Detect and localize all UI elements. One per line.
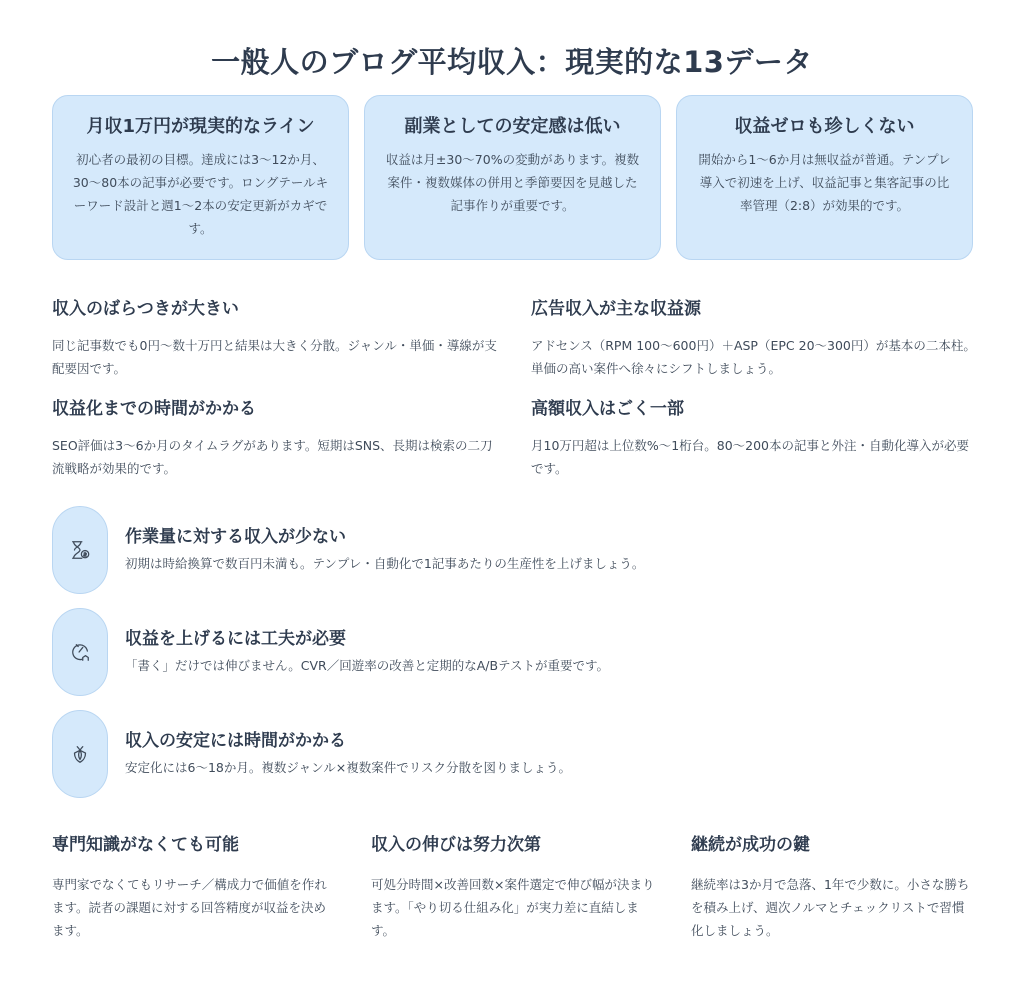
row-heading: 収益を上げるには工夫が必要 [125,629,346,649]
column-heading: 継続が成功の鍵 [691,835,810,855]
card-heading: 月収1万円が現実的なライン [86,116,315,137]
section-time-to-monetize [52,394,497,480]
card-body: 収益は月±30〜70%の変動があります。複数案件・複数媒体の併用と季節要因を見越した記事作りが重要です。 [385,152,640,213]
row-heading: 収入の安定には時間がかかる [125,731,346,751]
card-body: 開始から1〜6か月は無収益が普通。テンプレ導入で初速を上げ、収益記事と集客記事の比率管理（2:8）が効果的です。 [698,152,951,213]
row-icon-bubble [52,710,108,798]
card-heading: 収益ゼロも珍しくない [734,116,915,137]
section-body: 同じ記事数でも0円〜数十万円と結果は大きく分散。ジャンル・単価・導線が支配要因です。 [52,338,497,376]
row-icon-bubble [52,608,108,696]
section-income-variance [52,294,497,380]
section-heading: 収益化までの時間がかかる [52,399,256,419]
gauge-growth-icon [69,641,91,663]
section-heading: 広告収入が主な収益源 [531,299,701,319]
page-title: 一般人のブログ平均収入：現実的な13データ [211,45,813,79]
section-body: SEO評価は3〜6か月のタイムラグがあります。短期はSNS、長期は検索の二刀流戦略が効果的です。 [52,438,493,476]
hourglass-coin-icon [69,539,91,561]
card-side-job-stability [364,95,661,260]
card-monthly-10k [52,95,349,260]
column-body: 専門家でなくてもリサーチ／構成力で価値を作れます。読者の課題に対する回答精度が収益を決めます。 [52,877,327,938]
card-body: 初心者の最初の目標。達成には3〜12か月、30〜80本の記事が必要です。ロングテールキーワード設計と週1〜2本の安定更新がカギです。 [72,152,329,236]
row-low-hourly-income [52,506,952,594]
card-heading: 副業としての安定感は低い [404,116,621,137]
section-body: 月10万円超は上位数%〜1桁台。80〜200本の記事と外注・自動化導入が必要です。 [531,438,970,476]
section-high-income-rare [531,394,976,480]
card-zero-revenue [676,95,973,260]
column-no-expertise-needed [52,830,337,942]
row-icon-bubble [52,506,108,594]
section-heading: 高額収入はごく一部 [531,399,684,419]
column-consistency-key [691,830,976,942]
column-body: 可処分時間×改善回数×案件選定で伸び幅が決まります。「やり切る仕組み化」が実力差に直結します。 [371,877,655,938]
row-stability-takes-time [52,710,952,798]
row-needs-improvement [52,608,952,696]
section-body: アドセンス（RPM 100〜600円）＋ASP（EPC 20〜300円）が基本の二本柱。単価の高い案件へ徐々にシフトしましょう。 [531,338,976,376]
row-body: 安定化には6〜18か月。複数ジャンル×複数案件でリスク分散を図りましょう。 [125,760,572,775]
row-body: 初期は時給換算で数百円未満も。テンプレ・自動化で1記事あたりの生産性を上げましょう。 [125,556,645,571]
column-growth-depends-on-effort [371,830,656,942]
section-heading: 収入のばらつきが大きい [52,299,239,319]
column-body: 継続率は3か月で急落、1年で少数に。小さな勝ちを積み上げ、週次ノルマとチェックリストで習慣化しましょう。 [691,877,970,938]
column-heading: 専門知識がなくても可能 [52,835,239,855]
row-body: 「書く」だけでは伸びません。CVR／回遊率の改善と定期的なA/Bテストが重要です。 [125,658,610,673]
row-heading: 作業量に対する収入が少ない [125,527,346,547]
shield-leaf-icon [69,743,91,765]
section-ad-revenue [531,294,976,380]
column-heading: 収入の伸びは努力次第 [371,835,541,855]
